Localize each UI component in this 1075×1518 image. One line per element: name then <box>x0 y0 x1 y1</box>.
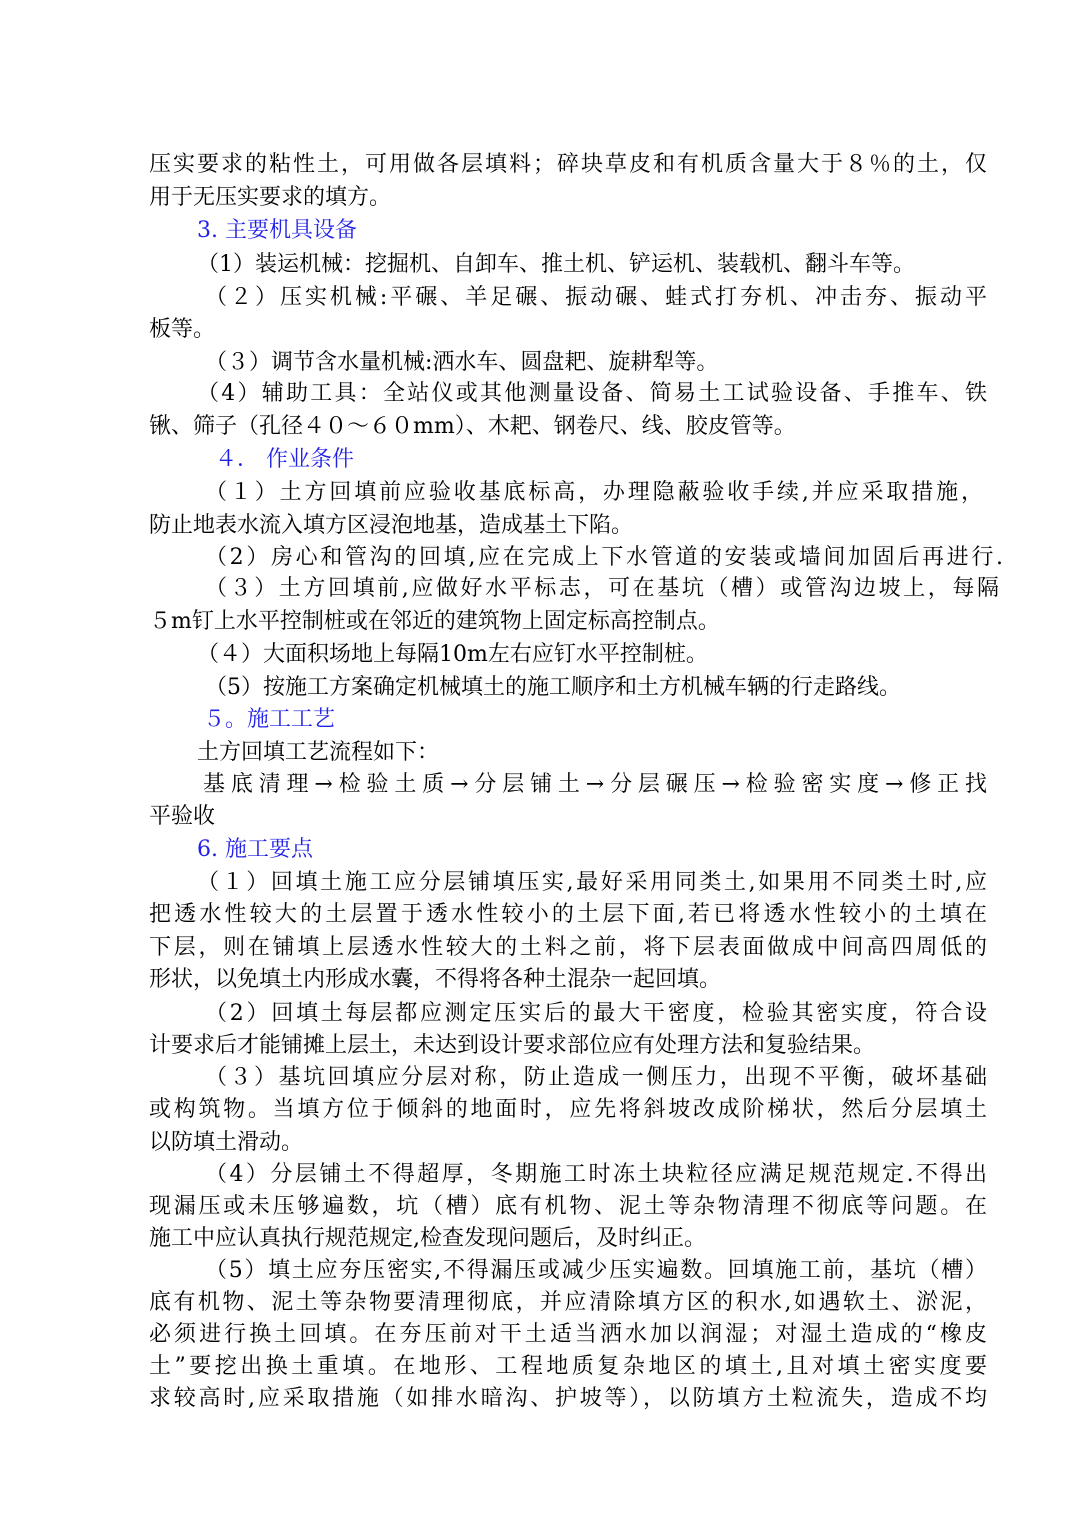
paragraph-line: （4）辅助工具：全站仪或其他测量设备、简易土工试验设备、手推车、铁 <box>197 381 987 406</box>
paragraph-line: 计要求后才能铺摊上层土，未达到设计要求部位应有处理方法和复验结果。 <box>149 1033 876 1058</box>
paragraph-line: 防止地表水流入填方区浸泡地基，造成基土下陷。 <box>149 513 634 538</box>
paragraph-line: 把透水性较大的土层置于透水性较小的土层下面,若已将透水性较小的土填在 <box>149 902 987 927</box>
section-heading: ５。施工工艺 <box>203 707 336 732</box>
paragraph-line: （5）填土应夯压密实,不得漏压或减少压实遍数。回填施工前，基坑（槽） <box>205 1258 987 1283</box>
paragraph-line: （1）装运机械：挖掘机、自卸车、推土机、铲运机、装载机、翻斗车等。 <box>197 252 915 277</box>
paragraph-line: 底有机物、泥土等杂物要清理彻底，并应清除填方区的积水,如遇软土、淤泥， <box>149 1290 987 1315</box>
paragraph-line: 基底清理→检验土质→分层铺土→分层碾压→检验密实度→修正找 <box>203 772 987 797</box>
paragraph-line: （２）压实机械:平碾、羊足碾、振动碾、蛙式打夯机、冲击夯、振动平 <box>205 285 987 310</box>
paragraph-line: （４）大面积场地上每隔10m左右应钉水平控制桩。 <box>197 642 708 667</box>
section-heading: 3. 主要机具设备 <box>197 218 357 243</box>
paragraph-line: 板等。 <box>149 317 216 342</box>
paragraph-line: 土”要挖出换土重填。在地形、工程地质复杂地区的填土,且对填土密实度要 <box>149 1354 987 1379</box>
section-heading: ４． 作业条件 <box>215 447 354 472</box>
paragraph-line: （4）分层铺土不得超厚，冬期施工时冻土块粒径应满足规范规定.不得出 <box>205 1162 987 1187</box>
paragraph-line: （１）回填土施工应分层铺填压实,最好采用同类土,如果用不同类土时,应 <box>197 870 987 895</box>
paragraph-line: 下层，则在铺填上层透水性较大的土料之前，将下层表面做成中间高四周低的 <box>149 935 987 960</box>
paragraph-line: （３）基坑回填应分层对称，防止造成一侧压力，出现不平衡，破坏基础 <box>205 1065 987 1090</box>
paragraph-line: （３）土方回填前,应做好水平标志，可在基坑（槽）或管沟边坡上，每隔 <box>205 576 999 601</box>
paragraph-line: （３）调节含水量机械:洒水车、圆盘耙、旋耕犁等。 <box>205 350 719 375</box>
paragraph-line: 求较高时,应采取措施（如排水暗沟、护坡等），以防填方土粒流失，造成不均 <box>149 1386 987 1411</box>
paragraph-line: 用于无压实要求的填方。 <box>149 185 392 210</box>
paragraph-line: 或构筑物。当填方位于倾斜的地面时，应先将斜坡改成阶梯状，然后分层填土 <box>149 1097 987 1122</box>
section-heading: 6. 施工要点 <box>197 837 313 862</box>
paragraph-line: （5）按施工方案确定机械填土的施工顺序和土方机械车辆的行走路线。 <box>205 675 901 700</box>
paragraph-line: （2）房心和管沟的回填,应在完成上下水管道的安装或墙间加固后再进行. <box>205 545 1003 570</box>
paragraph-line: 压实要求的粘性土，可用做各层填料；碎块草皮和有机质含量大于８％的土，仅 <box>149 152 987 177</box>
paragraph-line: （2）回填土每层都应测定压实后的最大干密度，检验其密实度，符合设 <box>205 1001 987 1026</box>
paragraph-line: 平验收 <box>149 804 216 829</box>
paragraph-line: 锹、筛子（孔径４０～６０mm）、木耙、钢卷尺、线、胶皮管等。 <box>149 414 796 439</box>
paragraph-line: 土方回填工艺流程如下： <box>197 740 440 765</box>
paragraph-line: 形状，以免填土内形成水囊，不得将各种土混杂一起回填。 <box>149 967 722 992</box>
paragraph-line: 必须进行换土回填。在夯压前对干土适当洒水加以润湿；对湿土造成的“橡皮 <box>149 1322 987 1347</box>
paragraph-line: 以防填土滑动。 <box>149 1130 304 1155</box>
paragraph-line: ５m钉上水平控制桩或在邻近的建筑物上固定标高控制点。 <box>149 609 720 634</box>
paragraph-line: （１）土方回填前应验收基底标高，办理隐蔽验收手续,并应采取措施， <box>205 480 983 505</box>
paragraph-line: 现漏压或未压够遍数，坑（槽）底有机物、泥土等杂物清理不彻底等问题。在 <box>149 1194 987 1219</box>
paragraph-line: 施工中应认真执行规范规定,检查发现问题后，及时纠正。 <box>149 1226 706 1251</box>
